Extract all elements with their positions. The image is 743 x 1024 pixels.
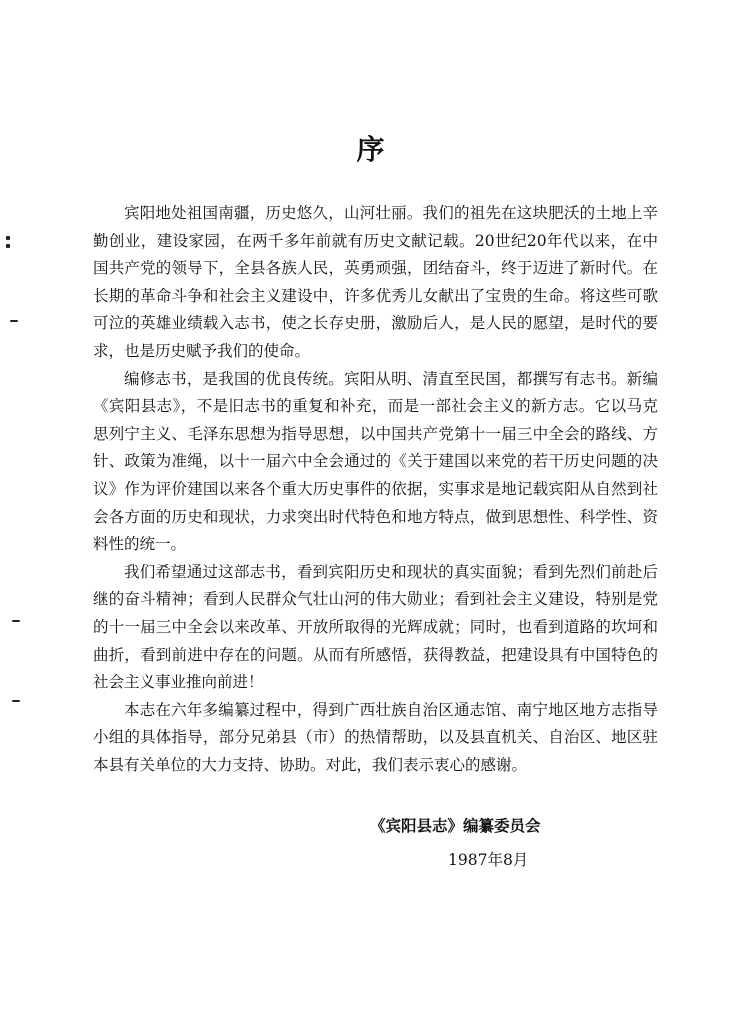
margin-mark [10, 320, 18, 322]
signature-date: 1987年8月 [448, 851, 529, 869]
page-title: 序 [356, 133, 387, 166]
preface-body [93, 200, 658, 779]
paragraph: 本志在六年多编纂过程中，得到广西壮族自治区通志馆、南宁地区地方志指导小组的具体指导，部分兄弟县（市）的热情帮助，以及县直机关、自治区、地区驻本县有关单位的大力支持、协助。对此，我们表示衷心的感谢。 [93, 700, 658, 774]
margin-mark [6, 236, 10, 240]
margin-mark [12, 700, 20, 702]
paragraph: 我们希望通过这部志书，看到宾阳历史和现状的真实面貌；看到先烈们前赴后继的奋斗精神；看到人民群众气壮山河的伟大勋业；看到社会主义建设，特别是党的十一届三中全会以来改革、开放所取得的光辉成就；同时，也看到道路的坎坷和曲折，看到前进中存在的问题。从而有所感悟，获得教益，把建设具有中国特色的社会主义事业推向前进！ [93, 562, 658, 692]
paragraph: 编修志书，是我国的优良传统。宾阳从明、清直至民国，都撰写有志书。新编《宾阳县志》，不是旧志书的重复和补充，而是一部社会主义的新方志。它以马克思列宁主义、毛泽东思想为指导思想，以中国共产党第十一届三中全会的路线、方针、政策为准绳，以十一届六中全会通过的《关于建国以来党的若干历史问题的决议》作为评价建国以来各个重大历史事件的依据，实事求是地记载宾阳从自然到社会各方面的历史和现状，力求突出时代特色和地方特点，做到思想性、科学性、资料性的统一。 [93, 369, 658, 554]
signature-block [370, 814, 670, 872]
margin-mark [12, 620, 20, 622]
signature-org: 《宾阳县志》编纂委员会 [370, 816, 541, 835]
paragraph: 宾阳地处祖国南疆，历史悠久，山河壮丽。我们的祖先在这块肥沃的土地上辛勤创业，建设家园，在两千多年前就有历史文献记载。20世纪20年代以来，在中国共产党的领导下，全县各族人民，英勇顽强，团结奋斗，终于迈进了新时代。在长期的革命斗争和社会主义建设中，许多优秀儿女献出了宝贵的生命。将这些可歌可泣的英雄业绩载入志书，使之长存史册，激励后人，是人民的愿望，是时代的要求，也是历史赋予我们的使命。 [93, 204, 658, 360]
margin-mark [6, 244, 10, 248]
